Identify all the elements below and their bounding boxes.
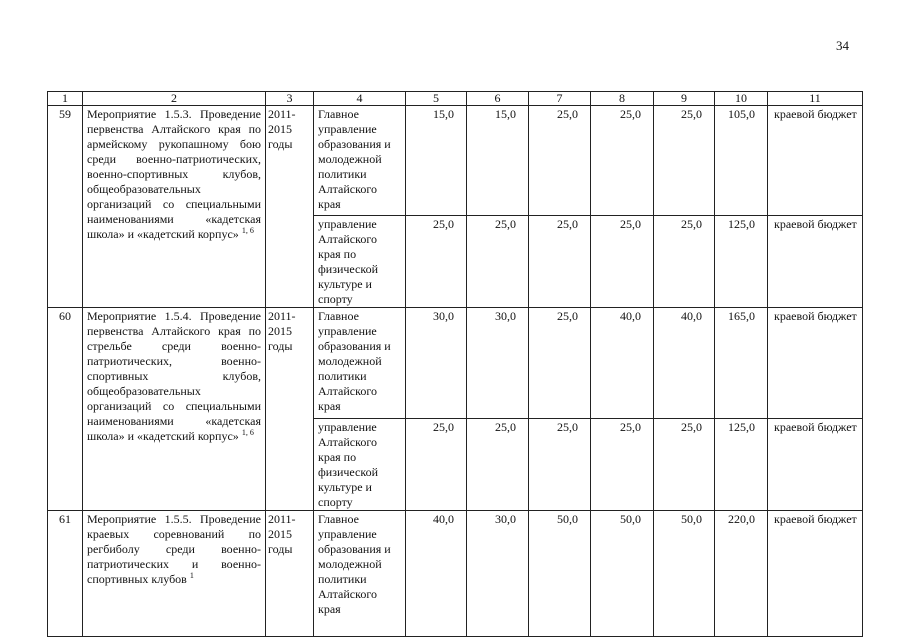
- measure-text: Мероприятие 1.5.3. Проведение первенства Алтайского края по армейскому рукопашному бою среди военно-патриотических, военно-спортивных клубов, общеобразовательных организаций со специальными наименованиями «кадетская школа» и «кадетский корпус»: [87, 107, 261, 241]
- total-cell: 165,0: [715, 308, 768, 419]
- executor-cell: Главное управление образования и молодежной политики Алтайского края: [314, 308, 406, 419]
- column-header: 7: [529, 92, 591, 106]
- header-row: [48, 92, 863, 106]
- value-cell: 25,0: [529, 419, 591, 511]
- value-cell: 25,0: [654, 216, 715, 308]
- years-cell: 2011-2015 годы: [266, 106, 314, 308]
- value-cell: 25,0: [529, 308, 591, 419]
- table-row: [48, 308, 863, 419]
- value-cell: 50,0: [591, 511, 654, 637]
- value-cell: 15,0: [467, 106, 529, 216]
- years-cell: 2011-2015 годы: [266, 308, 314, 511]
- value-cell: 25,0: [529, 216, 591, 308]
- column-header: 9: [654, 92, 715, 106]
- value-cell: 30,0: [406, 308, 467, 419]
- measure-text: Мероприятие 1.5.5. Проведение краевых соревнований по регбиболу среди военно-патриотических и военно-спортивных клубов: [87, 512, 261, 586]
- value-cell: 40,0: [654, 308, 715, 419]
- source-cell: краевой бюджет: [768, 419, 863, 511]
- column-header: 3: [266, 92, 314, 106]
- total-cell: 220,0: [715, 511, 768, 637]
- table-row: [48, 511, 863, 637]
- value-cell: 50,0: [654, 511, 715, 637]
- column-header: 5: [406, 92, 467, 106]
- table-row: [48, 106, 863, 216]
- value-cell: 25,0: [529, 106, 591, 216]
- column-header: 2: [83, 92, 266, 106]
- executor-cell: управление Алтайского края по физической культуре и спорту: [314, 419, 406, 511]
- executor-cell: Главное управление образования и молодежной политики Алтайского края: [314, 511, 406, 637]
- column-header: 4: [314, 92, 406, 106]
- source-cell: краевой бюджет: [768, 106, 863, 216]
- value-cell: 30,0: [467, 511, 529, 637]
- value-cell: 25,0: [591, 216, 654, 308]
- measure-cell: [83, 511, 266, 637]
- value-cell: 25,0: [654, 419, 715, 511]
- value-cell: 30,0: [467, 308, 529, 419]
- value-cell: 15,0: [406, 106, 467, 216]
- value-cell: 50,0: [529, 511, 591, 637]
- value-cell: 25,0: [591, 106, 654, 216]
- value-cell: 25,0: [654, 106, 715, 216]
- column-header: 1: [48, 92, 83, 106]
- measure-cell: [83, 106, 266, 308]
- total-cell: 125,0: [715, 419, 768, 511]
- total-cell: 125,0: [715, 216, 768, 308]
- value-cell: 40,0: [591, 308, 654, 419]
- value-cell: 25,0: [591, 419, 654, 511]
- row-number: 61: [48, 511, 83, 637]
- column-header: 10: [715, 92, 768, 106]
- value-cell: 25,0: [467, 419, 529, 511]
- source-cell: краевой бюджет: [768, 511, 863, 637]
- total-cell: 105,0: [715, 106, 768, 216]
- page-number: 34: [836, 38, 849, 53]
- source-cell: краевой бюджет: [768, 216, 863, 308]
- footnote-ref: 1, 6: [241, 226, 254, 235]
- years-cell: 2011-2015 годы: [266, 511, 314, 637]
- column-header: 11: [768, 92, 863, 106]
- footnote-ref: 1: [189, 571, 194, 580]
- value-cell: 25,0: [406, 419, 467, 511]
- row-number: 60: [48, 308, 83, 511]
- value-cell: 25,0: [467, 216, 529, 308]
- footnote-ref: 1, 6: [241, 428, 254, 437]
- measure-cell: [83, 308, 266, 511]
- source-cell: краевой бюджет: [768, 308, 863, 419]
- executor-cell: Главное управление образования и молодежной политики Алтайского края: [314, 106, 406, 216]
- program-table: [47, 91, 863, 637]
- row-number: 59: [48, 106, 83, 308]
- measure-text: Мероприятие 1.5.4. Проведение первенства Алтайского края по стрельбе среди военно-патриотических, военно-спортивных клубов, общеобразовательных организаций со специальными наименованиями «кадетская школа» и «кадетский корпус»: [87, 309, 261, 443]
- executor-cell: управление Алтайского края по физической культуре и спорту: [314, 216, 406, 308]
- value-cell: 25,0: [406, 216, 467, 308]
- value-cell: 40,0: [406, 511, 467, 637]
- column-header: 8: [591, 92, 654, 106]
- column-header: 6: [467, 92, 529, 106]
